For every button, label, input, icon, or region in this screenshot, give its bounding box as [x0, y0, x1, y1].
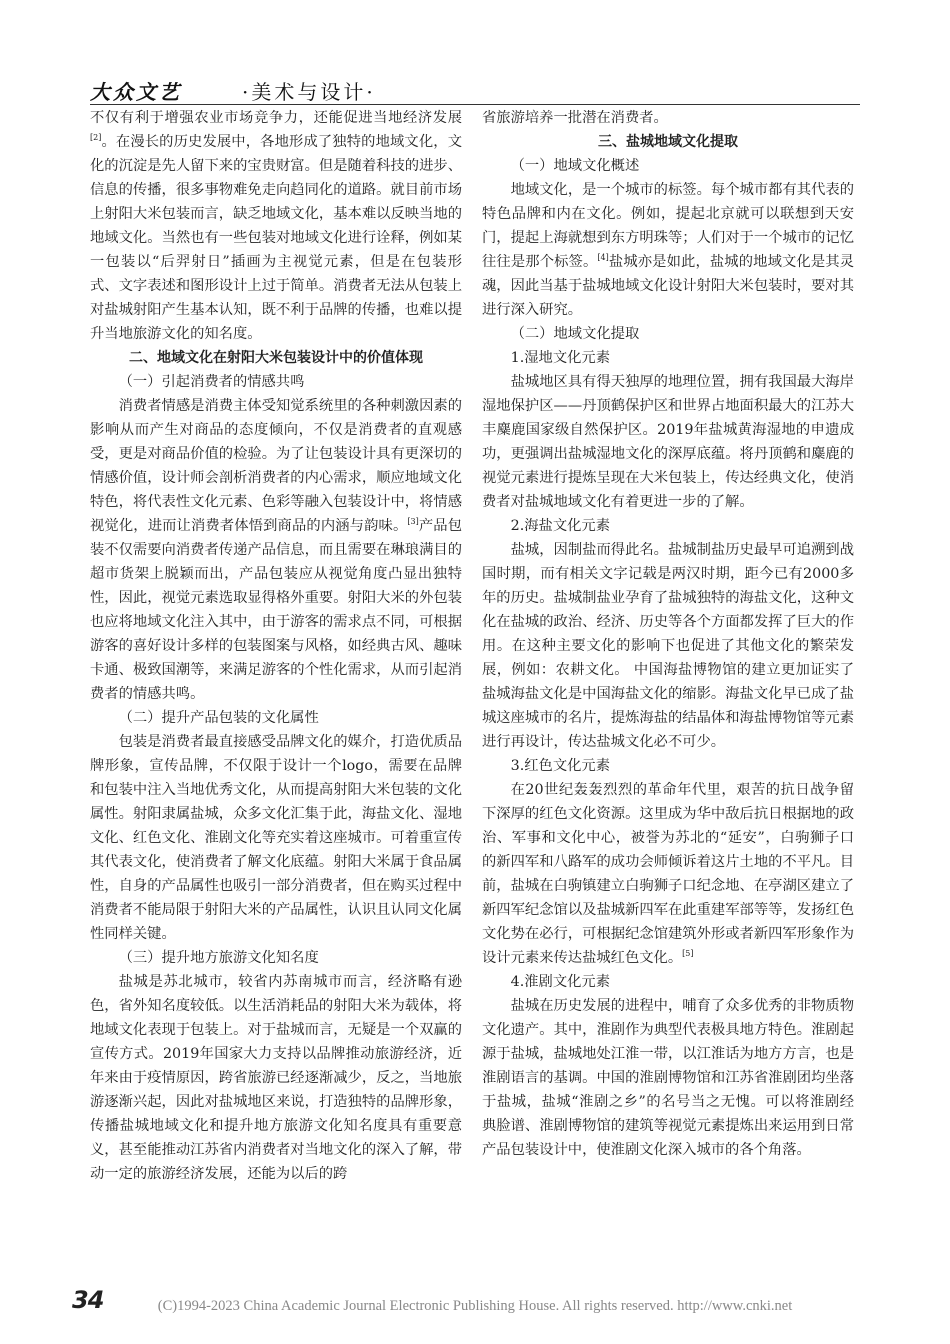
subheading: （三）提升地方旅游文化知名度 — [118, 950, 319, 966]
right-column — [482, 106, 854, 1162]
copyright-footer: (C)1994-2023 China Academic Journal Electronic Publishing House. All rights reserved. http://www.cnki.net — [157, 1298, 793, 1314]
paragraph: 省旅游培养一批潜在消费者。 — [482, 110, 668, 126]
paragraph: 盐城在历史发展的进程中，哺育了众多优秀的非物质物文化遗产。其中，淮剧作为典型代表极具地方特色。淮剧起源于盐城，盐城地处江淮一带，以江淮话为地方方言，也是淮剧语言的基调。中国的淮剧博物馆和江苏省淮剧团均坐落于盐城，盐城“淮剧之乡”的名号当之无愧。可以将淮剧经典脸谱、淮剧博物馆的建筑等视觉元素提炼出来运用到日常产品包装设计中，使淮剧文化深入城市的各个角落。 — [482, 998, 854, 1158]
paragraph — [90, 394, 462, 706]
header-rule — [90, 104, 860, 105]
paragraph: 盐城是苏北城市，较省内苏南城市而言，经济略有逊色，省外知名度较低。以生活消耗品的射阳大米为载体，将地域文化表现于包装上。对于盐城而言，无疑是一个双赢的宣传方式。2019年国家大力支持以品牌推动旅游经济，近年来由于疫情原因，跨省旅游已经逐渐减少，反之，当地旅游逐渐兴起，因此对盐城地区来说，打造独特的品牌形象，传播盐城地域文化和提升地方旅游文化知名度具有重要意义，甚至能推动江苏省内消费者对当地文化的深入了解，带动一定的旅游经济发展，还能为以后的跨 — [90, 974, 462, 1182]
subheading: （一）地域文化概述 — [510, 158, 640, 174]
subheading: 3.红色文化元素 — [510, 758, 611, 774]
text: 盐城亦是如此，盐城的地域文化是其灵魂，因此当基于盐城地域文化设计射阳大米包装时，要对其进行深入研究。 — [482, 254, 855, 318]
subheading: （二）地域文化提取 — [510, 326, 640, 342]
subheading: （一）引起消费者的情感共鸣 — [118, 374, 305, 390]
left-column — [90, 106, 462, 1186]
section-heading-3: 三、盐城地域文化提取 — [598, 134, 738, 150]
text: 地域文化，是一个城市的标签。每个城市都有其代表的特色品牌和内在文化。例如，提起北京就可以联想到天安门，提起上海就想到东方明珠等；人们对于一个城市的记忆往往是那个标签。 — [482, 182, 854, 270]
paragraph: 盐城，因制盐而得此名。盐城制盐历史最早可追溯到战国时期，而有相关文字记载是两汉时期，距今已有2000多年的历史。盐城制盐业孕育了盐城独特的海盐文化，这种文化在盐城的政治、经济、历史等各个方面都发挥了巨大的作用。在这种主要文化的影响下也促进了其他文化的繁荣发展，例如：农耕文化。 中国海盐博物馆的建立更加证实了盐城海盐文化是中国海盐文化的缩影。海盐文化早已成了盐城这座城市的名片，提炼海盐的结晶体和海盐博物馆等元素进行再设计，传达盐城文化必不可少。 — [482, 542, 854, 750]
subheading: 2.海盐文化元素 — [510, 518, 611, 534]
section-title: ·美术与设计· — [242, 80, 376, 104]
text: 消费者情感是消费主体受知觉系统里的各种刺激因素的影响从而产生对商品的态度倾向，不仅是消费者的直观感受，更是对商品价值的检验。为了让包装设计具有更深切的情感价值，设计师会剖析消费者的内心需求，顺应地域文化特色，将代表性文化元素、色彩等融入包装设计中，将情感视觉化，进而让消费者体悟到商品的内涵与韵味。 — [90, 398, 462, 534]
section-heading-2: 二、地域文化在射阳大米包装设计中的价值体现 — [129, 350, 423, 366]
citation: [5] — [682, 949, 694, 959]
text: 产品包装不仅需要向消费者传递产品信息，而且需要在琳琅满目的超市货架上脱颖而出，产品包装应从视觉角度凸显出独特性，因此，视觉元素选取显得格外重要。射阳大米的外包装也应将地域文化注入其中，由于游客的需求点不同，可根据游客的喜好设计多样的包装图案与风格，如经典古风、趣味卡通、极致国潮等，来满足游客的个性化需求，从而引起消费者的情感共鸣。 — [90, 518, 462, 702]
paragraph: 包装是消费者最直接感受品牌文化的媒介，打造优质品牌形象，宣传品牌，不仅限于设计一个logo，需要在品牌和包装中注入当地优秀文化，从而提高射阳大米包装的文化属性。射阳隶属盐城，众多文化汇集于此，海盐文化、湿地文化、红色文化、淮剧文化等充实着这座城市。可着重宣传其代表文化，使消费者了解文化底蕴。射阳大米属于食品属性，自身的产品属性也吸引一部分消费者，但在购买过程中消费者不能局限于射阳大米的产品属性，认识且认同文化属性同样关键。 — [90, 734, 462, 942]
subheading: （二）提升产品包装的文化属性 — [118, 710, 319, 726]
journal-title: 大众文艺 — [90, 80, 182, 104]
citation: [3] — [407, 517, 419, 527]
citation: [2] — [90, 133, 102, 143]
text: 。在漫长的历史发展中，各地形成了独特的地域文化，文化的沉淀是先人留下来的宝贵财富。但是随着科技的进步、信息的传播，很多事物难免走向趋同化的道路。就目前市场上射阳大米包装而言，缺乏地域文化，基本难以反映当地的地域文化。当然也有一些包装对地域文化进行诠释，例如某一包装以“后羿射日”插画为主视觉元素，但是在包装形式、文字表述和图形设计上过于简单。消费者无法从包装上对盐城射阳产生基本认知，既不利于品牌的传播，也难以提升当地旅游文化的知名度。 — [90, 134, 462, 342]
text: 在20世纪轰轰烈烈的革命年代里，艰苦的抗日战争留下深厚的红色文化资源。这里成为华中敌后抗日根据地的政治、军事和文化中心，被誉为苏北的“延安”，白驹狮子口的新四军和八路军的成功会师倾诉着这片土地的不平凡。目前，盐城在白驹镇建立白驹狮子口纪念地、在亭湖区建立了新四军纪念馆以及盐城新四军在此重建军部等等，发扬红色文化势在必行，可根据纪念馆建筑外形或者新四军形象作为设计元素来传达盐城红色文化。 — [482, 782, 854, 966]
journal-header — [90, 76, 376, 104]
subheading: 1.湿地文化元素 — [510, 350, 611, 366]
paragraph — [482, 778, 854, 970]
citation: [4] — [597, 253, 609, 263]
page-number: 34 — [72, 1286, 104, 1314]
paragraph: 盐城地区具有得天独厚的地理位置，拥有我国最大海岸湿地保护区——丹顶鹤保护区和世界占地面积最大的江苏大丰麋鹿国家级自然保护区。2019年盐城黄海湿地的申遗成功，更强调出盐城湿地文化的深厚底蕴。将丹顶鹤和麋鹿的视觉元素进行提炼呈现在大米包装上，传达经典文化，使消费者对盐城地域文化有着更进一步的了解。 — [482, 374, 854, 510]
paragraph — [482, 178, 854, 322]
text: 不仅有利于增强农业市场竞争力，还能促进当地经济发展 — [90, 110, 462, 126]
paragraph — [90, 106, 462, 346]
subheading: 4.淮剧文化元素 — [510, 974, 611, 990]
